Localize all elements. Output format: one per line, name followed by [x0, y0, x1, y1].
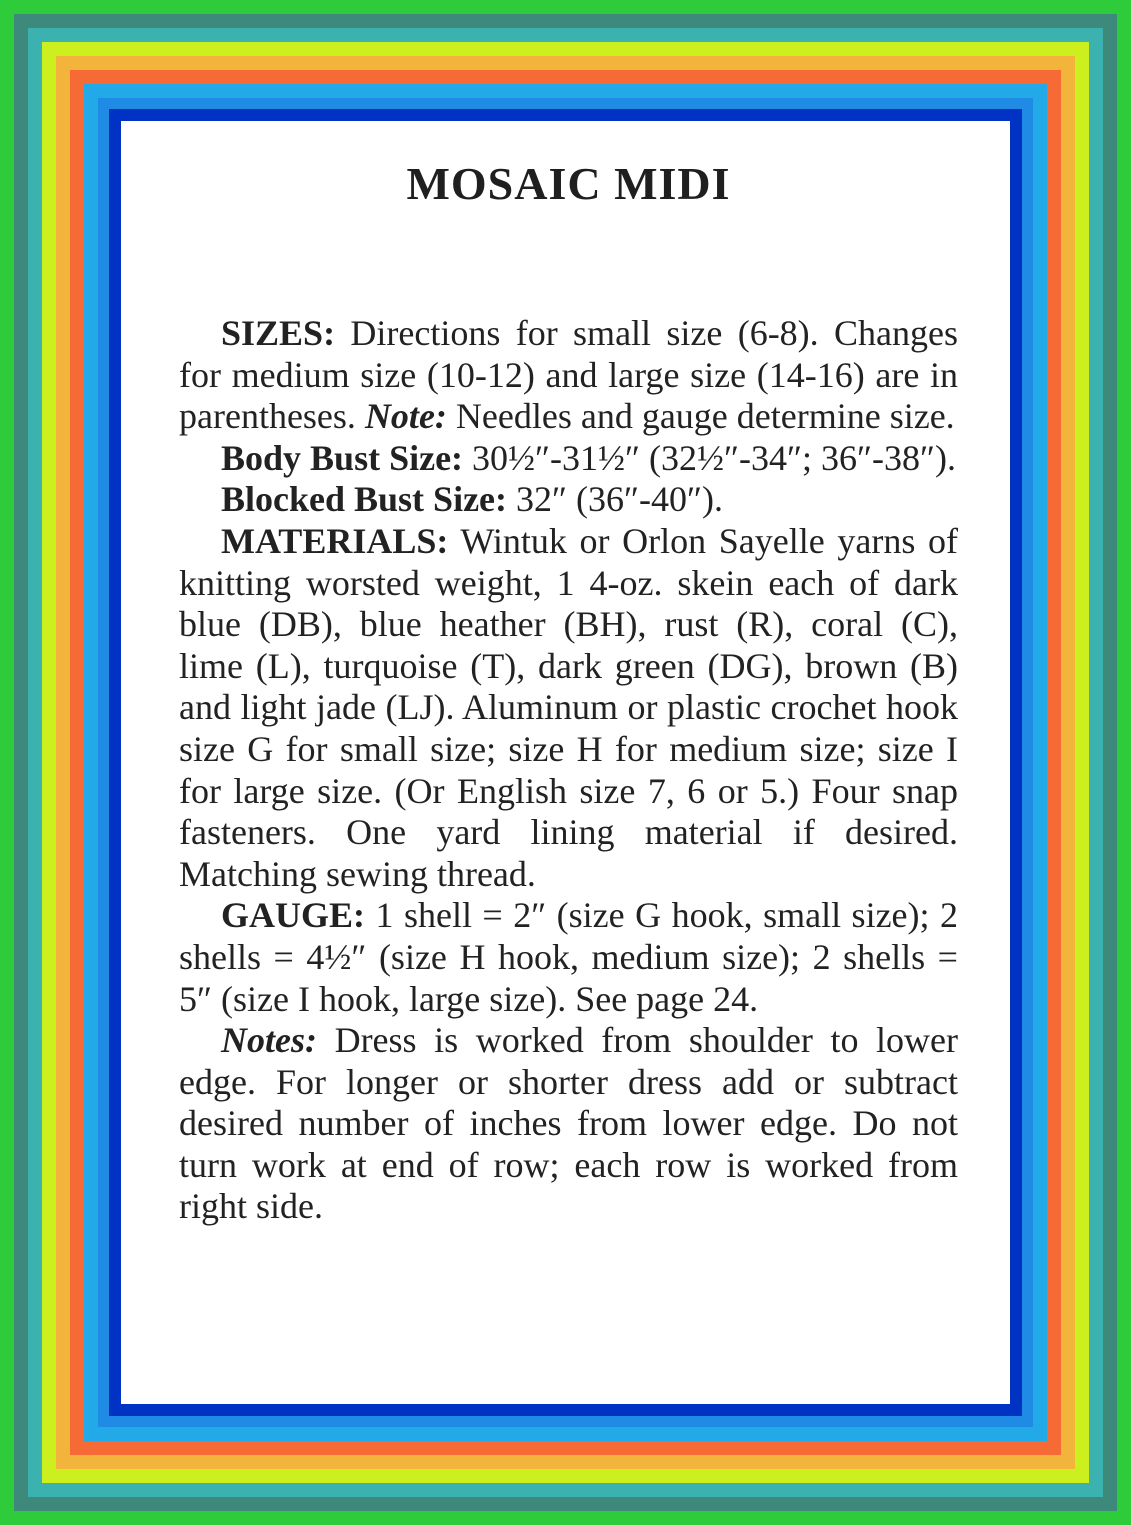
sizes-text: Directions for small size (6-8). Changes for medium size (10-12) and large size (14-16) are in parentheses. [179, 313, 958, 437]
gauge-text: 1 shell = 2″ (size G hook, small size); 2 shells = 4½″ (size H hook, medium size); 2 shells = 5″ (size I hook, large size). See page 24. [179, 895, 958, 1019]
materials-paragraph [179, 521, 958, 895]
notes-text: Dress is worked from shoulder to lower edge. For longer or shorter dress add or subtract desired number of inches from lower edge. Do not turn work at end of row; each row is worked from right side. [179, 1020, 958, 1227]
notes-paragraph [179, 1020, 958, 1228]
gauge-paragraph [179, 895, 958, 1020]
notes-heading: Notes: [221, 1020, 317, 1061]
body-bust-heading: Body Bust Size: [221, 437, 464, 478]
blocked-bust-paragraph [179, 479, 958, 521]
pattern-text [179, 313, 958, 1228]
sizes-paragraph [179, 313, 958, 438]
page-title: MOSAIC MIDI [406, 158, 731, 209]
body-bust-paragraph [179, 438, 958, 480]
blocked-bust-text: 32″ (36″-40″). [507, 479, 723, 520]
pattern-page [121, 121, 1010, 1404]
gauge-heading: GAUGE: [221, 895, 365, 936]
materials-heading: MATERIALS: [221, 520, 449, 561]
sizes-heading: SIZES: [221, 313, 336, 353]
note-heading: Note: [364, 396, 447, 437]
blocked-bust-heading: Blocked Bust Size: [221, 479, 508, 520]
note-text: Needles and gauge determine size. [446, 396, 955, 437]
materials-text: Wintuk or Orlon Sayelle yarns of knitting worsted weight, 1 4-oz. skein each of dark blue (DB), blue heather (BH), rust (R), coral (C), lime (L), turquoise (T), dark green (DG), brown (B) and light jade (LJ). Aluminum or plastic crochet hook size G for small size; size H for medium size; size I for large size. (Or English size 7, 6 or 5.) Four snap fasteners. One yard lining material if desired. Matching sewing thread. [179, 520, 958, 894]
body-bust-text: 30½″-31½″ (32½″-34″; 36″-38″). [463, 437, 956, 478]
